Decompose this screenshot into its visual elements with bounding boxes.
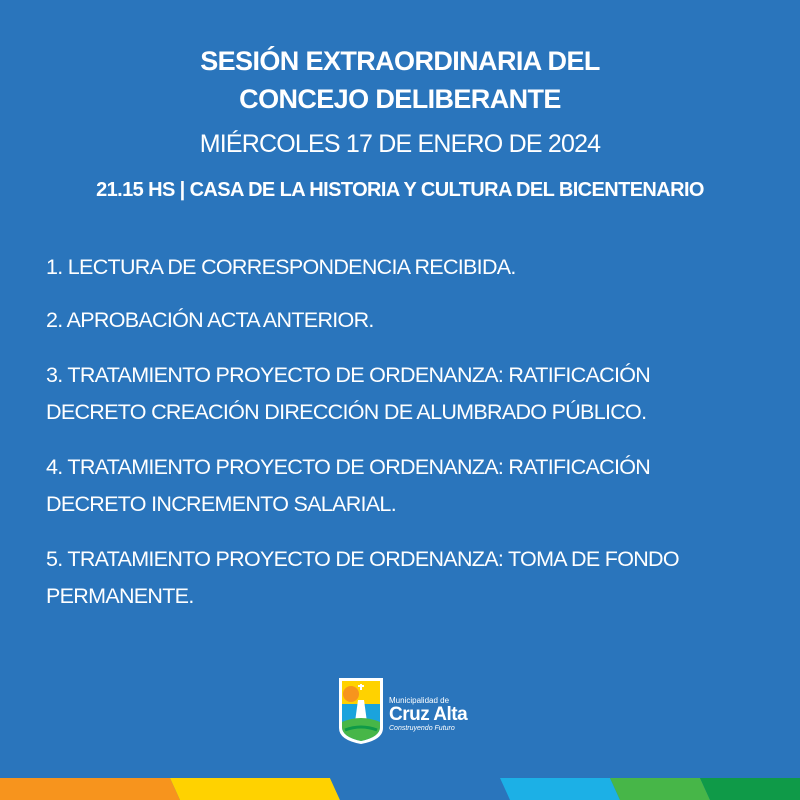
cruz-alta-emblem-icon bbox=[337, 676, 385, 746]
agenda-item-2 bbox=[46, 302, 786, 339]
title-line-1: SESIÓN EXTRAORDINARIA DEL bbox=[200, 46, 600, 76]
logo-text bbox=[389, 696, 467, 733]
stripe-light-blue bbox=[500, 778, 620, 800]
agenda-item-3 bbox=[46, 357, 786, 431]
session-date: MIÉRCOLES 17 DE ENERO DE 2024 bbox=[199, 130, 601, 158]
agenda-item-5-line-1: 5. TRATAMIENTO PROYECTO DE ORDENANZA: TOMA DE FONDO bbox=[46, 547, 679, 571]
title-line-2: CONCEJO DELIBERANTE bbox=[239, 84, 561, 114]
agenda-item-4 bbox=[46, 449, 786, 523]
stripe-green bbox=[610, 778, 710, 800]
agenda-item-5-line-2: PERMANENTE. bbox=[46, 584, 194, 608]
stripe-dark-green bbox=[700, 778, 800, 800]
stripe-blue bbox=[330, 778, 510, 800]
agenda-item-3-line-2: DECRETO CREACIÓN DIRECCIÓN DE ALUMBRADO PÚBLICO. bbox=[46, 400, 647, 424]
agenda-item-4-line-2: DECRETO INCREMENTO SALARIAL. bbox=[46, 492, 396, 516]
municipality-logo bbox=[337, 676, 467, 746]
agenda-item-4-line-1: 4. TRATAMIENTO PROYECTO DE ORDENANZA: RATIFICACIÓN bbox=[46, 455, 651, 479]
agenda-item-5 bbox=[46, 541, 786, 615]
agenda-item-3-line-1: 3. TRATAMIENTO PROYECTO DE ORDENANZA: RATIFICACIÓN bbox=[46, 363, 651, 387]
agenda-item-1-line-1: 1. LECTURA DE CORRESPONDENCIA RECIBIDA. bbox=[46, 255, 516, 279]
color-stripes bbox=[0, 778, 800, 800]
logo-line-1: Municipalidad de bbox=[389, 696, 450, 705]
agenda-item-2-line-1: 2. APROBACIÓN ACTA ANTERIOR. bbox=[46, 308, 374, 332]
logo-tagline: Construyendo Futuro bbox=[389, 725, 455, 732]
agenda-item-1 bbox=[46, 249, 786, 286]
stripe-yellow bbox=[170, 778, 340, 800]
logo-line-2: Cruz Alta bbox=[389, 704, 468, 725]
session-time-venue: 21.15 HS | CASA DE LA HISTORIA Y CULTURA DEL BICENTENARIO bbox=[96, 179, 704, 201]
stripe-orange bbox=[0, 778, 180, 800]
